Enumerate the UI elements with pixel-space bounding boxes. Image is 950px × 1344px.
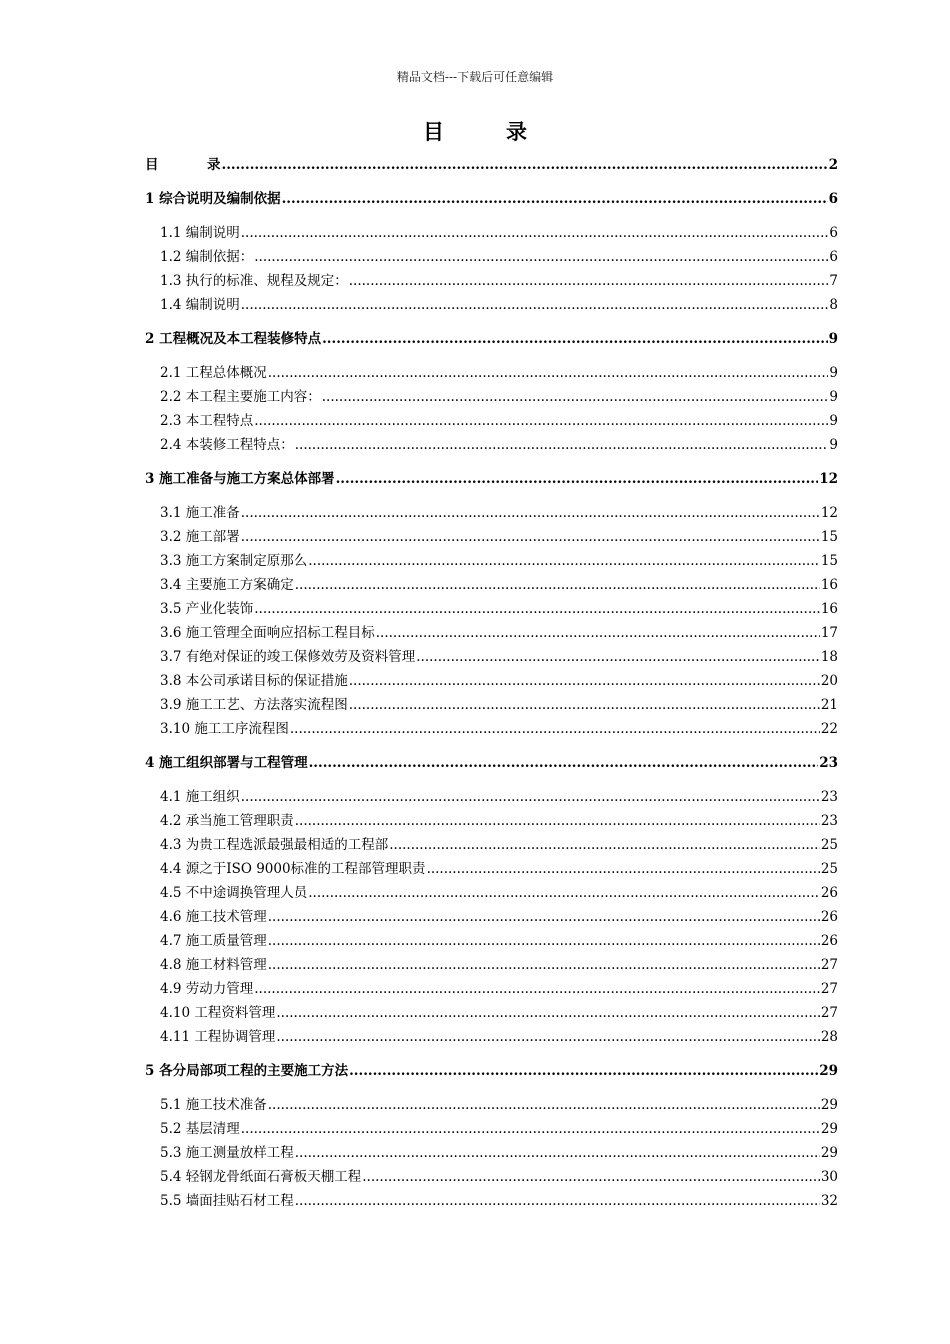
toc-section-entry[interactable] (145, 385, 838, 409)
toc-section-entry[interactable] (145, 693, 838, 717)
toc-entry-label: 3.1 施工准备 (160, 505, 240, 521)
toc-entry-label: 4.5 不中途调换管理人员 (160, 885, 308, 901)
dot-leader (322, 327, 828, 351)
toc-entry-label: 1.2 编制依据： (160, 249, 254, 265)
dot-leader (362, 1165, 820, 1189)
toc-chapter-entry[interactable] (145, 751, 838, 775)
toc-section-entry[interactable] (145, 953, 838, 977)
toc-section-entry[interactable] (145, 1189, 838, 1213)
toc-entry-label: 4.3 为贵工程选派最强最相适的工程部 (160, 837, 389, 853)
dot-leader (254, 977, 820, 1001)
dot-leader (427, 857, 820, 881)
toc-entry-label: 3.9 施工工艺、方法落实流程图 (160, 697, 348, 713)
toc-section-entry[interactable] (145, 525, 838, 549)
dot-leader (308, 549, 820, 573)
dot-leader (241, 785, 820, 809)
toc-entry-label: 4.4 源之于ISO 9000标准的工程部管理职责 (160, 861, 426, 877)
dot-leader (349, 669, 820, 693)
toc-entry-page: 23 (820, 789, 838, 805)
toc-entry-label: 3.8 本公司承诺目标的保证措施 (160, 673, 348, 689)
toc-entry-label: 2.2 本工程主要施工内容： (160, 389, 321, 405)
toc-entry-label: 4.11 工程协调管理 (160, 1029, 276, 1045)
toc-entry-page: 25 (820, 861, 838, 877)
toc-entry-page: 32 (820, 1193, 838, 1209)
toc-entry-page: 30 (820, 1169, 838, 1185)
toc-chapter-entry[interactable] (145, 467, 838, 491)
toc-entry-page: 28 (820, 1029, 838, 1045)
toc-entry-label: 3.5 产业化装饰 (160, 601, 254, 617)
toc-entry-label: 3 施工准备与施工方案总体部署 (145, 471, 335, 487)
dot-leader (349, 1059, 818, 1083)
toc-entry-label: 1 综合说明及编制依据 (145, 191, 281, 207)
dot-leader (349, 693, 820, 717)
toc-entry-page: 7 (829, 273, 838, 289)
toc-entry-page: 9 (828, 331, 838, 347)
dot-leader (290, 717, 820, 741)
toc-entry-page: 8 (829, 297, 838, 313)
toc-section-entry[interactable] (145, 929, 838, 953)
toc-entry-label: 1.3 执行的标准、规程及规定： (160, 273, 348, 289)
toc-entry-label: 3.6 施工管理全面响应招标工程目标 (160, 625, 375, 641)
toc-entry-label: 2.3 本工程特点 (160, 413, 254, 429)
toc-section-entry[interactable] (145, 669, 838, 693)
toc-entry-page: 29 (820, 1121, 838, 1137)
toc-entry-page: 22 (820, 721, 838, 737)
toc-entry-label: 5.3 施工测量放样工程 (160, 1145, 294, 1161)
toc-section-entry[interactable] (145, 409, 838, 433)
toc-section-entry[interactable] (145, 857, 838, 881)
toc-entry-label: 3.7 有绝对保证的竣工保修效劳及资料管理 (160, 649, 416, 665)
toc-entry-page: 17 (820, 625, 838, 641)
toc-entry-page: 26 (820, 933, 838, 949)
toc-entry-contents[interactable] (145, 153, 838, 177)
dot-leader (295, 573, 820, 597)
toc-section-entry[interactable] (145, 245, 838, 269)
toc-entry-page: 27 (820, 981, 838, 997)
toc-entry-page: 6 (828, 191, 838, 207)
toc-section-entry[interactable] (145, 905, 838, 929)
toc-section-entry[interactable] (145, 1141, 838, 1165)
toc-section-entry[interactable] (145, 717, 838, 741)
toc-entry-label: 4.9 劳动力管理 (160, 981, 254, 997)
toc-section-entry[interactable] (145, 597, 838, 621)
toc-section-entry[interactable] (145, 977, 838, 1001)
dot-leader (241, 525, 820, 549)
toc-entry-page: 6 (829, 225, 838, 241)
dot-leader (268, 905, 820, 929)
toc-entry-page: 9 (829, 389, 838, 405)
toc-entry-page: 9 (829, 365, 838, 381)
toc-chapter-entry[interactable] (145, 327, 838, 351)
toc-section-entry[interactable] (145, 645, 838, 669)
dot-leader (295, 809, 820, 833)
toc-entry-page: 6 (829, 249, 838, 265)
dot-leader (254, 245, 828, 269)
dot-leader (276, 1001, 819, 1025)
toc-entry-page: 2 (828, 157, 838, 173)
toc-entry-page: 25 (820, 837, 838, 853)
toc-entry-label: 2 工程概况及本工程装修特点 (145, 331, 322, 347)
table-of-contents (145, 153, 838, 1213)
toc-chapter-entry[interactable] (145, 187, 838, 211)
toc-chapter-entry[interactable] (145, 1059, 838, 1083)
toc-entry-page: 26 (820, 909, 838, 925)
toc-entry-page: 29 (819, 1063, 838, 1079)
dot-leader (295, 1141, 820, 1165)
page-title (0, 116, 950, 146)
toc-section-entry[interactable] (145, 1093, 838, 1117)
toc-section-entry[interactable] (145, 221, 838, 245)
dot-leader (268, 1093, 820, 1117)
toc-section-entry[interactable] (145, 621, 838, 645)
dot-leader (241, 293, 829, 317)
toc-entry-page: 26 (820, 885, 838, 901)
toc-entry-page: 21 (820, 697, 838, 713)
toc-section-entry[interactable] (145, 1165, 838, 1189)
dot-leader (241, 1117, 820, 1141)
toc-entry-page: 20 (820, 673, 838, 689)
toc-entry-page: 27 (820, 957, 838, 973)
toc-section-entry[interactable] (145, 361, 838, 385)
toc-entry-label: 5.5 墙面挂贴石材工程 (160, 1193, 294, 1209)
toc-section-entry[interactable] (145, 269, 838, 293)
dot-leader (241, 501, 820, 525)
toc-entry-label: 4.7 施工质量管理 (160, 933, 267, 949)
dot-leader (282, 187, 828, 211)
toc-entry-label: 2.1 工程总体概况 (160, 365, 267, 381)
toc-entry-page: 18 (820, 649, 838, 665)
toc-entry-label: 3.3 施工方案制定原那么 (160, 553, 308, 569)
toc-entry-label: 1.1 编制说明 (160, 225, 240, 241)
dot-leader (276, 1025, 819, 1049)
title-part-2: 录 (506, 119, 527, 144)
dot-leader (295, 433, 829, 457)
toc-entry-label: 4.8 施工材料管理 (160, 957, 267, 973)
dot-leader (222, 153, 828, 177)
toc-section-entry[interactable] (145, 833, 838, 857)
dot-leader (349, 269, 829, 293)
toc-section-entry[interactable] (145, 501, 838, 525)
toc-section-entry[interactable] (145, 1117, 838, 1141)
toc-entry-label: 4.2 承当施工管理职责 (160, 813, 294, 829)
toc-entry-page: 29 (820, 1145, 838, 1161)
toc-section-entry[interactable] (145, 1001, 838, 1025)
toc-section-entry[interactable] (145, 293, 838, 317)
dot-leader (268, 361, 829, 385)
title-part-1: 目 (423, 119, 444, 144)
toc-entry-label: 目 录 (145, 157, 221, 173)
toc-entry-label: 4.6 施工技术管理 (160, 909, 267, 925)
toc-entry-label: 5.1 施工技术准备 (160, 1097, 267, 1113)
toc-entry-page: 12 (820, 505, 838, 521)
toc-section-entry[interactable] (145, 1025, 838, 1049)
dot-leader (254, 409, 828, 433)
toc-entry-page: 29 (820, 1097, 838, 1113)
dot-leader (322, 385, 829, 409)
toc-section-entry[interactable] (145, 785, 838, 809)
dot-leader (295, 1189, 820, 1213)
toc-entry-label: 5 各分局部项工程的主要施工方法 (145, 1063, 349, 1079)
toc-entry-page: 15 (820, 529, 838, 545)
toc-section-entry[interactable] (145, 809, 838, 833)
dot-leader (416, 645, 820, 669)
toc-entry-label: 3.10 施工工序流程图 (160, 721, 289, 737)
dot-leader (268, 929, 820, 953)
toc-entry-page: 9 (829, 413, 838, 429)
toc-entry-page: 15 (820, 553, 838, 569)
toc-entry-page: 12 (819, 471, 838, 487)
dot-leader (376, 621, 820, 645)
toc-entry-label: 5.4 轻钢龙骨纸面石膏板天棚工程 (160, 1169, 362, 1185)
toc-entry-page: 23 (819, 755, 838, 771)
toc-entry-label: 3.4 主要施工方案确定 (160, 577, 294, 593)
dot-leader (241, 221, 829, 245)
toc-section-entry[interactable] (145, 433, 838, 457)
toc-entry-page: 9 (829, 437, 838, 453)
toc-entry-label: 4.1 施工组织 (160, 789, 240, 805)
toc-section-entry[interactable] (145, 549, 838, 573)
dot-leader (308, 881, 820, 905)
toc-section-entry[interactable] (145, 881, 838, 905)
toc-entry-label: 5.2 基层清理 (160, 1121, 240, 1137)
toc-entry-label: 1.4 编制说明 (160, 297, 240, 313)
toc-entry-page: 16 (820, 601, 838, 617)
toc-entry-page: 23 (820, 813, 838, 829)
dot-leader (309, 751, 819, 775)
dot-leader (336, 467, 819, 491)
toc-entry-page: 16 (820, 577, 838, 593)
toc-entry-label: 4.10 工程资料管理 (160, 1005, 276, 1021)
dot-leader (389, 833, 820, 857)
dot-leader (254, 597, 820, 621)
dot-leader (268, 953, 820, 977)
toc-entry-label: 3.2 施工部署 (160, 529, 240, 545)
toc-section-entry[interactable] (145, 573, 838, 597)
toc-entry-label: 4 施工组织部署与工程管理 (145, 755, 308, 771)
toc-entry-page: 27 (820, 1005, 838, 1021)
toc-entry-label: 2.4 本装修工程特点： (160, 437, 294, 453)
page-header: 精品文档---下载后可任意编辑 (396, 70, 554, 84)
